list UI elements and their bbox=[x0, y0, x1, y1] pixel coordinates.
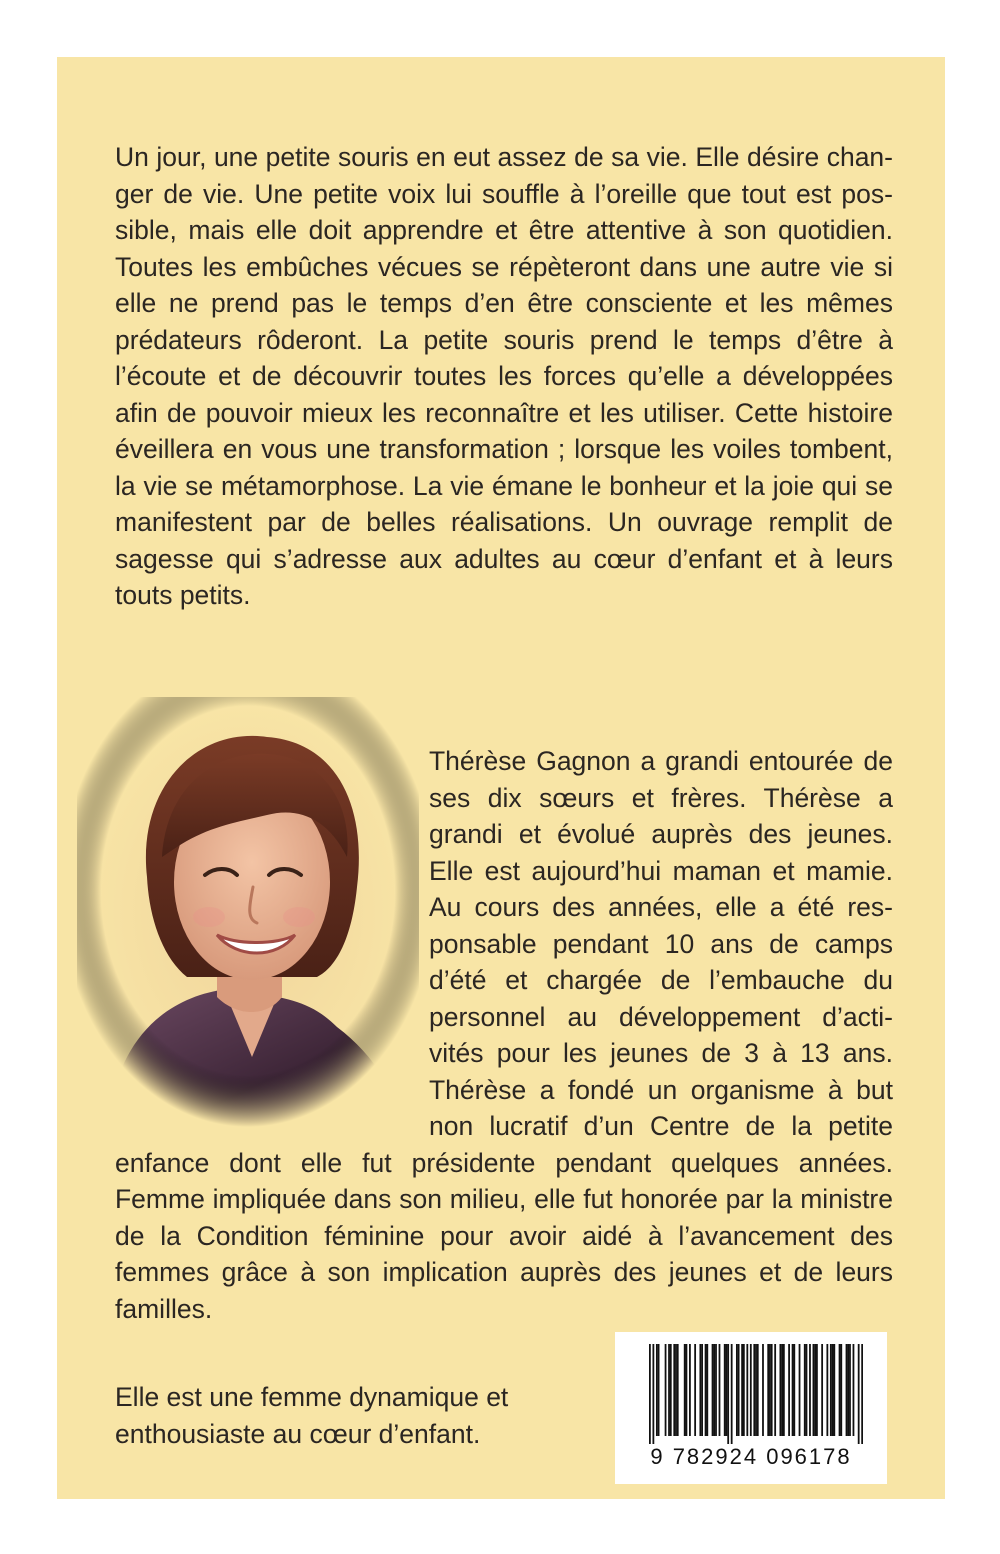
closing-line-2: enthousiaste au cœur d’enfant. bbox=[115, 1418, 481, 1449]
barcode-bar bbox=[649, 1344, 651, 1444]
barcode-bar bbox=[658, 1344, 660, 1436]
barcode-bar bbox=[699, 1344, 701, 1436]
barcode-bar bbox=[792, 1344, 794, 1436]
barcode-bar bbox=[846, 1344, 848, 1436]
barcode-bar bbox=[701, 1344, 703, 1436]
barcode-bar bbox=[738, 1344, 740, 1436]
barcode-bar bbox=[719, 1344, 721, 1436]
barcode-bar bbox=[816, 1344, 818, 1436]
barcode-bar bbox=[755, 1344, 757, 1436]
barcode-bar bbox=[731, 1344, 733, 1444]
barcode-bar bbox=[689, 1344, 691, 1436]
barcode-bar bbox=[849, 1344, 851, 1436]
barcode-bar bbox=[847, 1344, 849, 1436]
barcode-bar bbox=[774, 1344, 776, 1436]
barcode-bar bbox=[762, 1344, 764, 1436]
barcode-bar bbox=[675, 1344, 677, 1436]
portrait-spacer bbox=[115, 743, 429, 1109]
barcode-bar bbox=[788, 1344, 790, 1436]
barcode-bar bbox=[809, 1344, 811, 1436]
barcode-bar bbox=[684, 1344, 686, 1436]
barcode-bar bbox=[861, 1344, 863, 1444]
barcode-bar bbox=[694, 1344, 696, 1436]
isbn-digits: 9 782924 096178 bbox=[650, 1444, 852, 1469]
barcode-bar bbox=[726, 1344, 728, 1436]
barcode-bar bbox=[656, 1344, 658, 1436]
barcode-bar bbox=[750, 1344, 752, 1436]
barcode-bar bbox=[779, 1344, 781, 1436]
barcode-bars bbox=[649, 1344, 863, 1444]
barcode-bar bbox=[858, 1344, 860, 1444]
book-back-cover bbox=[57, 57, 945, 1499]
barcode-bar bbox=[767, 1344, 769, 1436]
barcode-bar bbox=[839, 1344, 841, 1436]
barcode-bar bbox=[673, 1344, 675, 1436]
barcode-bar bbox=[840, 1344, 842, 1436]
barcode-bar bbox=[670, 1344, 672, 1436]
barcode-bar bbox=[821, 1344, 823, 1436]
barcode-bar bbox=[753, 1344, 755, 1436]
barcode-bar bbox=[757, 1344, 759, 1436]
barcode-bar bbox=[665, 1344, 667, 1436]
closing-line-1: Elle est une femme dynamique et bbox=[115, 1382, 509, 1412]
barcode-bar bbox=[826, 1344, 828, 1436]
barcode-bar bbox=[713, 1344, 715, 1436]
barcode-bar bbox=[746, 1344, 748, 1436]
barcode-bar bbox=[743, 1344, 745, 1436]
author-closing bbox=[115, 1379, 587, 1452]
barcode-bar bbox=[799, 1344, 801, 1436]
barcode-bar bbox=[741, 1344, 743, 1436]
barcode-bar bbox=[771, 1344, 773, 1436]
barcode-bar bbox=[712, 1344, 714, 1436]
isbn-barcode bbox=[615, 1332, 887, 1484]
author-bio bbox=[115, 743, 893, 1327]
barcode-bar bbox=[806, 1344, 808, 1436]
barcode-bar bbox=[724, 1344, 726, 1436]
barcode-bar bbox=[804, 1344, 806, 1436]
barcode-bar bbox=[814, 1344, 816, 1436]
barcode-bar bbox=[686, 1344, 688, 1436]
barcode-bar bbox=[769, 1344, 771, 1436]
barcode-bar bbox=[736, 1344, 738, 1436]
barcode-bar bbox=[652, 1344, 654, 1444]
barcode-bar bbox=[853, 1344, 855, 1436]
barcode-bar bbox=[706, 1344, 708, 1436]
barcode-bar bbox=[677, 1344, 679, 1436]
barcode-bar bbox=[715, 1344, 717, 1436]
barcode-bar bbox=[705, 1344, 707, 1436]
barcode-bar bbox=[833, 1344, 835, 1436]
barcode-bar bbox=[830, 1344, 832, 1436]
book-synopsis: Un jour, une petite souris en eut assez de sa vie. Elle désire changer de vie. Une petite voix lui souffle à l’oreille que tout est possible, mais elle doit apprendre et être attentive à son quotidien. Toutes les embûches vécues se répèteront dans une autre vie si elle ne prend pas le temps d’en être consciente et les mêmes prédateurs rôderont. La petite souris prend le temps d’être à l’écoute et de découvrir toutes les forces qu’elle a développées afin de pouvoir mieux les reconnaître et les utiliser. Cette histoire éveillera en vous une transformation ; lorsque les voiles tombent, la vie se métamorphose. La vie émane le bonheur et la joie qui se manifestent par de belles réalisations. Un ouvrage remplit de sagesse qui s’adresse aux adultes au cœur d’enfant et à leurs touts petits. bbox=[115, 142, 893, 610]
barcode-bar bbox=[783, 1344, 785, 1436]
barcode-bar bbox=[781, 1344, 783, 1436]
barcode-bar bbox=[832, 1344, 834, 1436]
barcode-bar bbox=[813, 1344, 815, 1436]
barcode-bar bbox=[727, 1344, 729, 1444]
barcode-bar bbox=[668, 1344, 670, 1436]
barcode-bar bbox=[793, 1344, 795, 1436]
author-bio-text: Thérèse Gagnon a grandi entourée de ses dix sœurs et frères. Thérèse a grandi et évolué auprès des jeunes. Elle est aujourd’hui maman et mamie. Au cours des années, elle a été responsable pendant 10 ans de camps d’été et chargée de l’embauche du personnel au développement d’activités pour les jeunes de 3 à 13 ans. Thérèse a fondé un organisme à but non lucratif d’un Centre de la petite enfance dont elle fut présidente pendant quelques années. Femme impliquée dans son milieu, elle fut honorée par la ministre de la Condition féminine pour avoir aidé à l’avancement des femmes grâce à son implication auprès des jeunes et de leurs familles. bbox=[115, 746, 893, 1324]
